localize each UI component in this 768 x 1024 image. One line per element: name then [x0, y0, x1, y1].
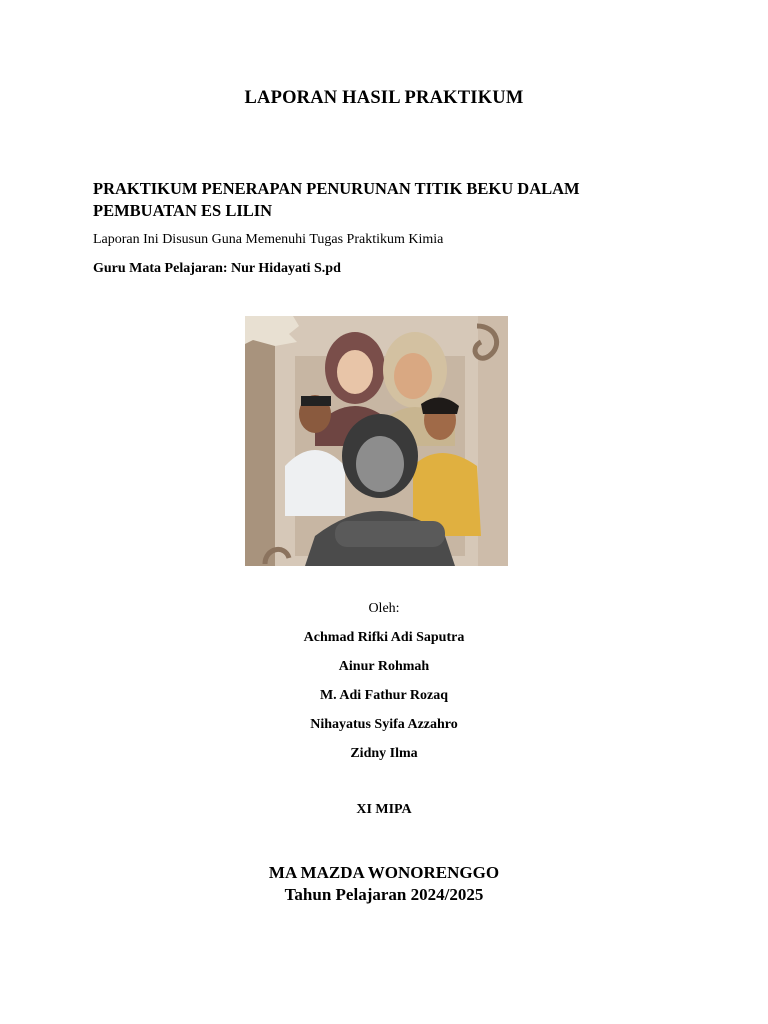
teacher-name: Guru Mata Pelajaran: Nur Hidayati S.pd — [93, 261, 341, 276]
author-name: Ainur Rohmah — [338, 659, 430, 674]
report-title: LAPORAN HASIL PRAKTIKUM — [244, 88, 524, 108]
main-title-line-2: PEMBUATAN ES LILIN — [93, 201, 273, 220]
subtitle: Laporan Ini Disusun Guna Memenuhi Tugas Praktikum Kimia — [93, 232, 444, 247]
academic-year: Tahun Pelajaran 2024/2025 — [284, 885, 484, 904]
credits — [0, 600, 768, 774]
group-photo — [245, 316, 508, 566]
author-name: M. Adi Fathur Rozaq — [319, 688, 449, 703]
school-info — [0, 862, 768, 906]
group-photo-illustration — [245, 316, 508, 566]
author-name: Nihayatus Syifa Azzahro — [310, 717, 458, 732]
main-title — [93, 178, 693, 222]
school-name: MA MAZDA WONORENGGO — [268, 863, 500, 882]
main-title-line-1: PRAKTIKUM PENERAPAN PENURUNAN TITIK BEKU DALAM — [93, 179, 580, 198]
class-name: XI MIPA — [356, 802, 412, 817]
by-label: Oleh: — [368, 601, 400, 616]
author-name: Zidny Ilma — [350, 746, 418, 761]
author-name: Achmad Rifki Adi Saputra — [303, 630, 465, 645]
